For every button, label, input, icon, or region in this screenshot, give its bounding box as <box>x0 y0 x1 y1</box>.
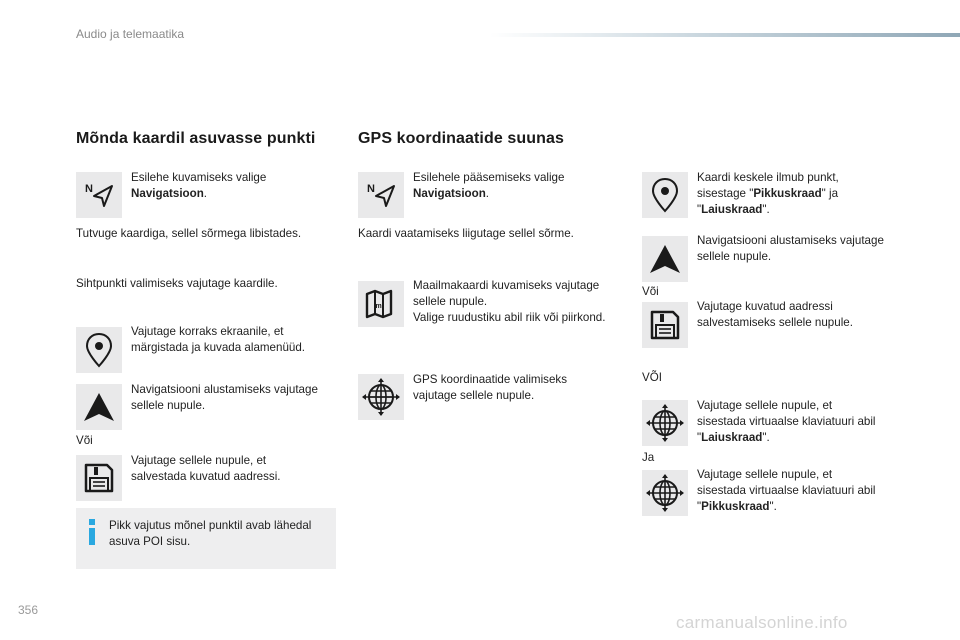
right-step3-text: Vajutage kuvatud aadressi salvestamiseks sellele nupule. <box>697 300 853 329</box>
watermark: carmanualsonline.info <box>676 613 848 632</box>
start-navigation-button-2[interactable] <box>642 236 688 282</box>
start-navigation-icon <box>81 390 117 424</box>
middle-para1: Kaardi vaatamiseks liigutage sellel sõrme. <box>358 227 574 240</box>
right-step4-text: Vajutage sellele nupule, et sisestada virtuaalse klaviatuuri abil "Laiuskraad". <box>697 399 876 444</box>
navigation-n-icon <box>79 175 119 215</box>
navigatsioon-label: Navigatsioon <box>131 187 204 200</box>
middle-step2-text: Maailmakaardi kuvamiseks vajutage sellele nupule. Valige ruudustiku abil riik või piirkond. <box>413 279 606 324</box>
pin-button-2[interactable] <box>642 172 688 218</box>
info-text: Pikk vajutus mõnel punktil avab lähedal asuva POI sisu. <box>109 519 312 548</box>
pikkuskraad-label-2: Pikkuskraad <box>701 500 770 513</box>
left-step1-text: Esilehe kuvamiseks valige Navigatsioon. <box>131 171 267 200</box>
save-address-button-2[interactable] <box>642 302 688 348</box>
start-navigation-icon <box>647 242 683 276</box>
pikkuskraad-label: Pikkuskraad <box>753 187 822 200</box>
left-para1: Tutvuge kaardiga, sellel sõrmega libistades. <box>76 227 302 240</box>
running-header: Audio ja telemaatika <box>76 27 185 41</box>
right-or-caps: VÕI <box>642 371 662 384</box>
left-para2: Sihtpunkti valimiseks vajutage kaardile. <box>76 277 278 290</box>
left-step4-text: Vajutage sellele nupule, et salvestada kuvatud aadressi. <box>131 454 281 483</box>
navigation-button-2[interactable] <box>358 172 404 218</box>
save-address-icon <box>82 461 116 495</box>
svg-text:N: N <box>367 183 375 195</box>
gps-globe-icon <box>645 473 685 513</box>
right-or: Või <box>642 285 659 298</box>
world-map-button[interactable] <box>358 281 404 327</box>
middle-step1-text: Esilehele pääsemiseks valige Navigatsioon. <box>413 171 565 200</box>
left-or: Või <box>76 434 93 447</box>
location-pin-icon <box>650 176 680 214</box>
latitude-button[interactable] <box>642 400 688 446</box>
world-map-icon <box>363 286 399 322</box>
left-heading: Mõnda kaardil asuvasse punkti <box>76 130 316 147</box>
page-number: 356 <box>18 603 39 617</box>
start-navigation-button[interactable] <box>76 384 122 430</box>
right-and: Ja <box>642 451 655 464</box>
right-step2-text: Navigatsiooni alustamiseks vajutage sellele nupule. <box>697 234 884 263</box>
right-step5-text: Vajutage sellele nupule, et sisestada virtuaalse klaviatuuri abil "Pikkuskraad". <box>697 468 876 513</box>
svg-text:m: m <box>375 303 382 310</box>
gps-globe-icon <box>645 403 685 443</box>
info-icon <box>86 519 98 545</box>
header-rule <box>490 33 960 37</box>
middle-heading: GPS koordinaatide suunas <box>358 130 565 147</box>
laiuskraad-label-2: Laiuskraad <box>701 431 763 444</box>
left-step2-text: Vajutage korraks ekraanile, et märgistada ja kuvada alamenüüd. <box>131 325 306 354</box>
navigation-n-icon <box>361 175 401 215</box>
longitude-button[interactable] <box>642 470 688 516</box>
pin-button[interactable] <box>76 327 122 373</box>
navigatsioon-label-2: Navigatsioon <box>413 187 486 200</box>
gps-coordinates-button[interactable] <box>358 374 404 420</box>
right-step1-text: Kaardi keskele ilmub punkt, sisestage "Pikkuskraad" ja "Laiuskraad". <box>697 171 839 216</box>
save-address-icon <box>648 308 682 342</box>
middle-step3-text: GPS koordinaatide valimiseks vajutage sellele nupule. <box>413 373 568 402</box>
save-address-button[interactable] <box>76 455 122 501</box>
laiuskraad-label: Laiuskraad <box>701 203 763 216</box>
location-pin-icon <box>84 331 114 369</box>
svg-text:N: N <box>85 183 93 195</box>
gps-globe-icon <box>361 377 401 417</box>
left-step3-text: Navigatsiooni alustamiseks vajutage sellele nupule. <box>131 383 318 412</box>
navigation-button[interactable] <box>76 172 122 218</box>
